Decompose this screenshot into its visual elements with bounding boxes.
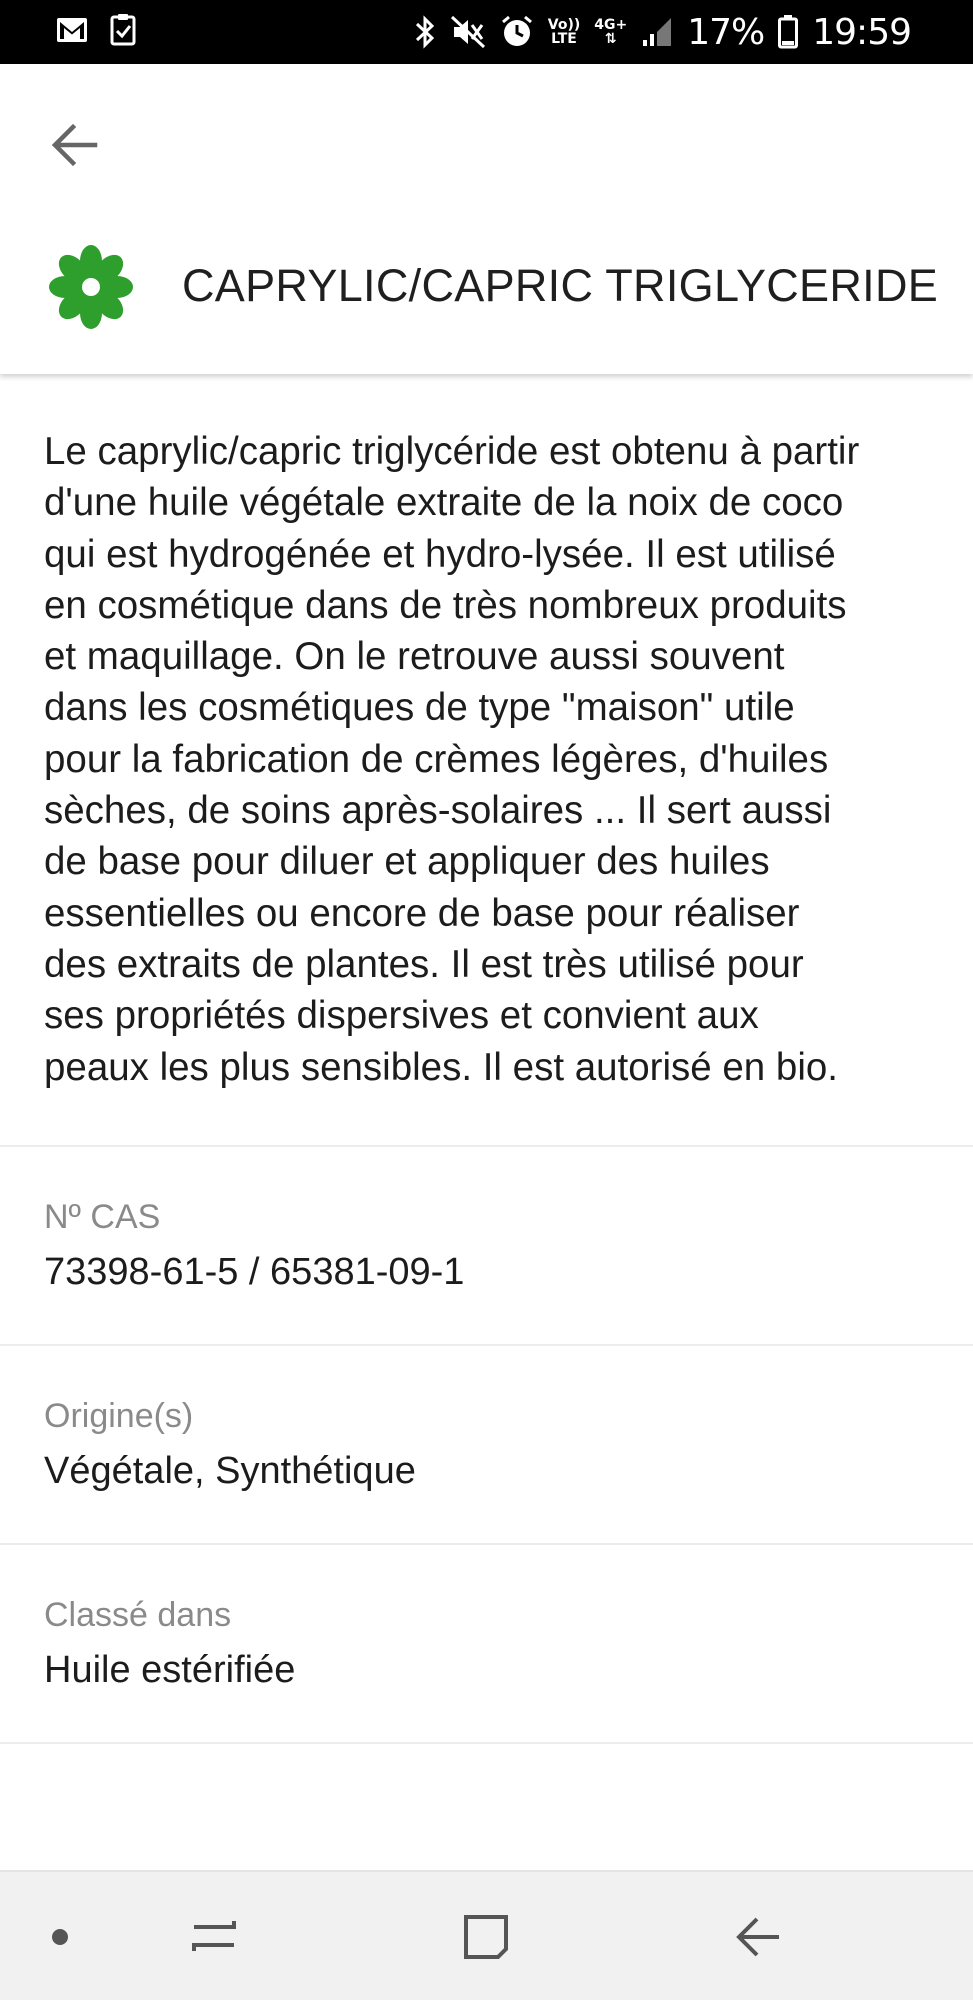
status-bar xyxy=(0,0,973,64)
ingredient-description: Le caprylic/capric triglycéride est obtenu à partir d'une huile végétale extraite de la noix de coco qui est hydrogénée et hydro-lysée. Il est utilisé en cosmétique dans de très nombreux produits et maquillage. On le retrouve aussi souvent dans les cosmétiques de type "maison" utile pour la fabrication de crèmes légères, d'huiles sèches, de soins après-solaires ... Il sert aussi de base pour diluer et appliquer des huiles essentielles ou encore de base pour réaliser des extraits de plantes. Il est très utilisé pour ses propriétés dispersives et convient aux peaux les plus sensibles. Il est autorisé en bio. xyxy=(44,430,860,1089)
alarm-icon xyxy=(500,15,534,49)
mute-icon xyxy=(450,15,486,49)
back-button[interactable] xyxy=(42,112,108,178)
clock: 19:59 xyxy=(812,11,911,53)
nav-home-button[interactable] xyxy=(436,1872,536,2000)
flower-icon xyxy=(46,242,136,332)
ingredient-title: CAPRYLIC/CAPRIC TRIGLYCERIDE xyxy=(182,260,939,311)
back-icon xyxy=(733,1913,783,1961)
recents-icon xyxy=(190,1913,238,1961)
system-nav-bar xyxy=(0,1870,973,2000)
info-row-origin xyxy=(0,1346,973,1543)
bluetooth-icon xyxy=(414,15,436,49)
nav-recents-button[interactable] xyxy=(164,1872,264,2000)
checkbox-icon xyxy=(110,14,136,46)
divider xyxy=(0,1742,973,1744)
nav-back-button[interactable] xyxy=(708,1872,808,2000)
info-value: Huile estérifiée xyxy=(44,1648,296,1691)
volte-indicator: Vo)) LTE xyxy=(547,17,581,47)
info-label: Classé dans xyxy=(44,1595,232,1634)
ingredient-content xyxy=(0,376,973,1744)
info-label: Nº CAS xyxy=(44,1197,161,1236)
battery-percent: 17% xyxy=(687,11,765,53)
info-row-category xyxy=(0,1545,973,1742)
info-row-cas xyxy=(0,1147,973,1344)
battery-icon xyxy=(778,15,798,49)
gmail-icon xyxy=(56,17,88,43)
back-arrow-icon xyxy=(51,123,99,167)
info-value: Végétale, Synthétique xyxy=(44,1449,416,1492)
dot-icon xyxy=(51,1928,69,1946)
status-left-icons xyxy=(56,14,136,46)
network-indicator: 4G+ ⇅ xyxy=(594,17,628,47)
info-label: Origine(s) xyxy=(44,1396,194,1435)
data-arrows-icon: ⇅ xyxy=(604,31,617,47)
status-right-icons xyxy=(414,0,911,64)
app-header xyxy=(0,64,973,374)
home-icon xyxy=(462,1913,510,1961)
info-value: 73398-61-5 / 65381-09-1 xyxy=(44,1250,465,1293)
nav-dot-button[interactable] xyxy=(20,1872,100,2000)
signal-icon xyxy=(641,16,673,48)
